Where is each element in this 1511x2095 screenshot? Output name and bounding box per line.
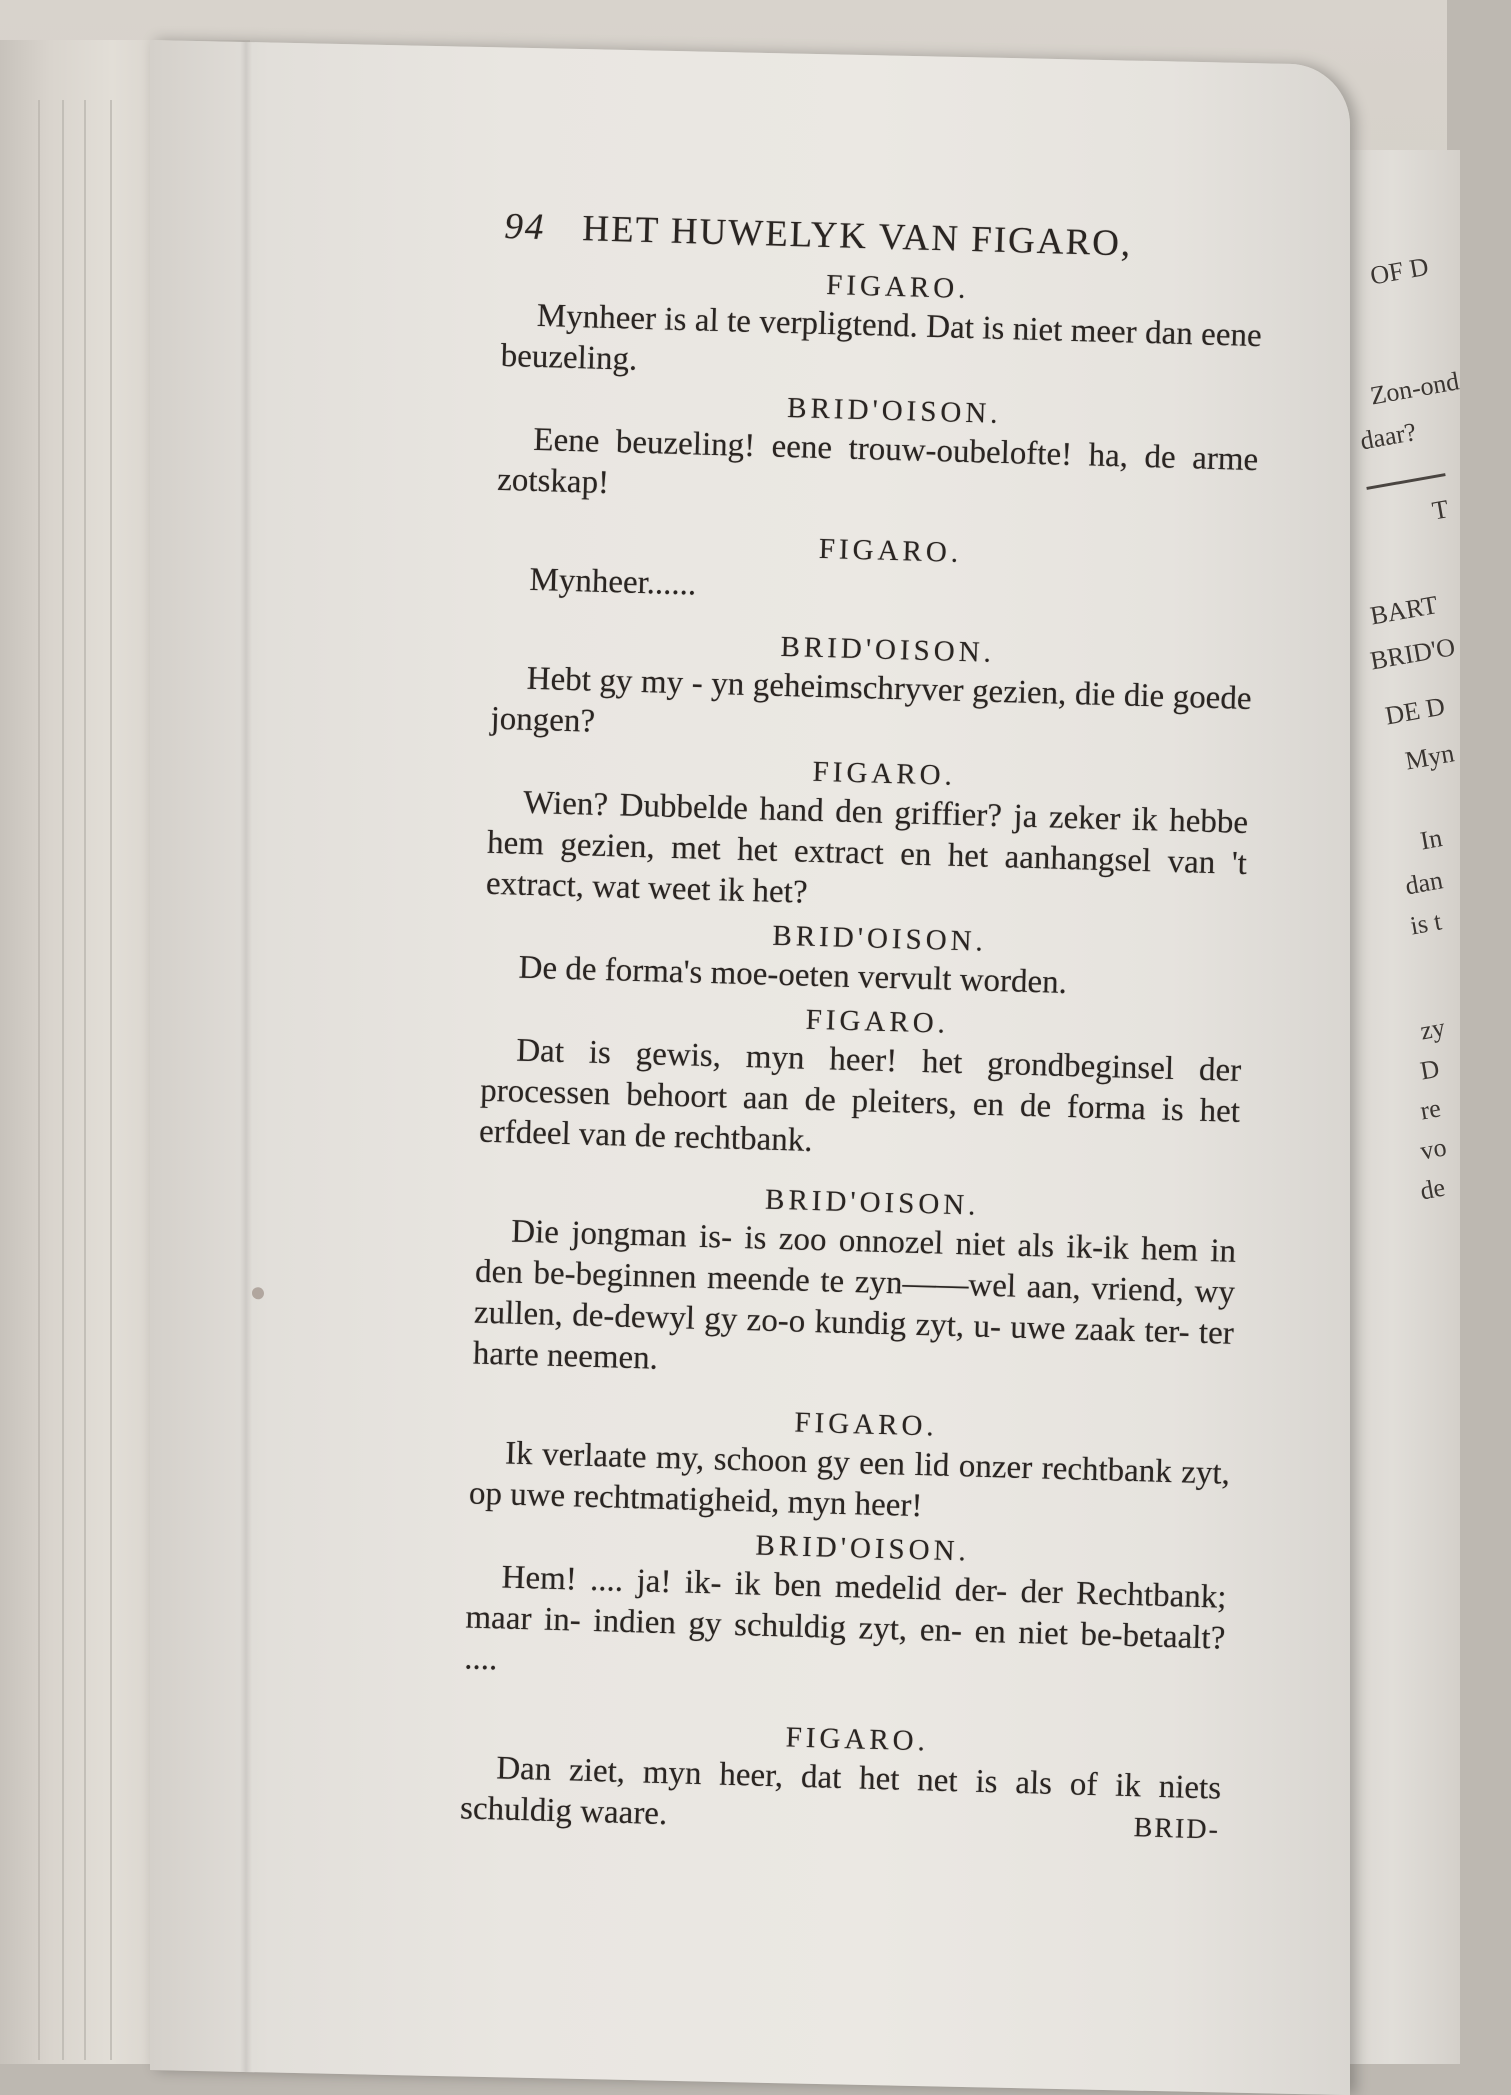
speaker-name: FIGARO. (825, 269, 970, 305)
speaker-name: FIGARO. (812, 755, 957, 792)
speaker-name: BRID'OISON. (764, 1183, 980, 1222)
facing-line: Zon-ond (1367, 366, 1462, 411)
facing-line: dan (1402, 865, 1445, 901)
speaker-name: FIGARO. (794, 1406, 939, 1443)
edge-line (84, 100, 86, 2060)
facing-line: BRID'O (1367, 632, 1458, 676)
speaker-name: FIGARO. (805, 1003, 950, 1040)
speech-text: Wien? Dubbelde hand den griffier? ja zeker ik hebbe hem gezien, met het extract en het aanhangsel van 't extract, wat weet ik het? (485, 784, 1249, 911)
edge-line (110, 100, 112, 2060)
facing-line: is t (1407, 906, 1444, 941)
speaker-name: BRID'OISON. (772, 919, 988, 958)
speech-text: Dat is gewis, myn heer! het grondbeginsel der processen behoort aan de pleiters, en de forma is het erfdeel van de rechtbank. (478, 1032, 1242, 1159)
speech-text: Hebt gy my - yn geheimschryver gezien, die die goede jongen? (490, 660, 1252, 740)
page-number: 94 (503, 205, 546, 249)
foxing-spot (252, 1287, 264, 1299)
page-text (460, 205, 1265, 1847)
speech-text: Ik verlaate my, schoon gy een lid onzer rechtbank zyt, op uwe rechtmatigheid, myn heer! (468, 1435, 1231, 1525)
facing-line: zy (1417, 1012, 1448, 1046)
facing-line: In (1417, 823, 1445, 856)
facing-line: Myn (1402, 738, 1457, 776)
facing-line: OF D (1367, 251, 1431, 291)
facing-line: vo (1417, 1132, 1449, 1166)
facing-line: daar? (1357, 417, 1419, 456)
speaker-name: BRID'OISON. (780, 630, 996, 669)
facing-line: de (1417, 1172, 1448, 1206)
speech-text: Eene beuzeling! eene trouw-oubelofte! ha, de arme zotskap! (496, 421, 1259, 502)
speech-text: De de forma's moe-oeten vervult worden. (518, 949, 1068, 1001)
speaker-name: BRID'OISON. (786, 391, 1002, 430)
running-head: HET HUWELYK VAN FIGARO, (581, 208, 1133, 265)
page-fold (240, 42, 252, 2072)
facing-line: D (1417, 1053, 1442, 1086)
speech-text: Mynheer...... (529, 561, 697, 603)
edge-line (62, 100, 64, 2060)
speech-text: Hem! .... ja! ik- ik ben medelid der- der Rechtbank; maar in- indien gy schuldig zyt, en- en niet be-betaalt? .... (463, 1559, 1227, 1678)
facing-line: DE D (1382, 691, 1448, 731)
speaker-name: BRID'OISON. (755, 1529, 971, 1568)
facing-line: re (1417, 1093, 1443, 1126)
speech-text: Die jongman is- is zoo onnozel niet als ik-ik hem in den be-beginnen meende te zyn——wel aan, vriend, wy zullen, de-dewyl gy zo-o kundig zyt, u- uwe zaak ter- ter harte neemen. (472, 1213, 1237, 1377)
speech-text: Mynheer is al te verpligtend. Dat is niet meer dan eene beuzeling. (500, 297, 1263, 378)
edge-line (38, 100, 40, 2060)
speech-text: Dan ziet, myn heer, dat het net is als of ik niets schuldig waare. (459, 1750, 1222, 1833)
speaker-name: FIGARO. (785, 1721, 930, 1758)
catchword: BRID- (1133, 1812, 1221, 1846)
facing-line: T (1429, 494, 1451, 526)
speaker-name: FIGARO. (818, 532, 963, 569)
facing-line: BART (1367, 590, 1440, 631)
